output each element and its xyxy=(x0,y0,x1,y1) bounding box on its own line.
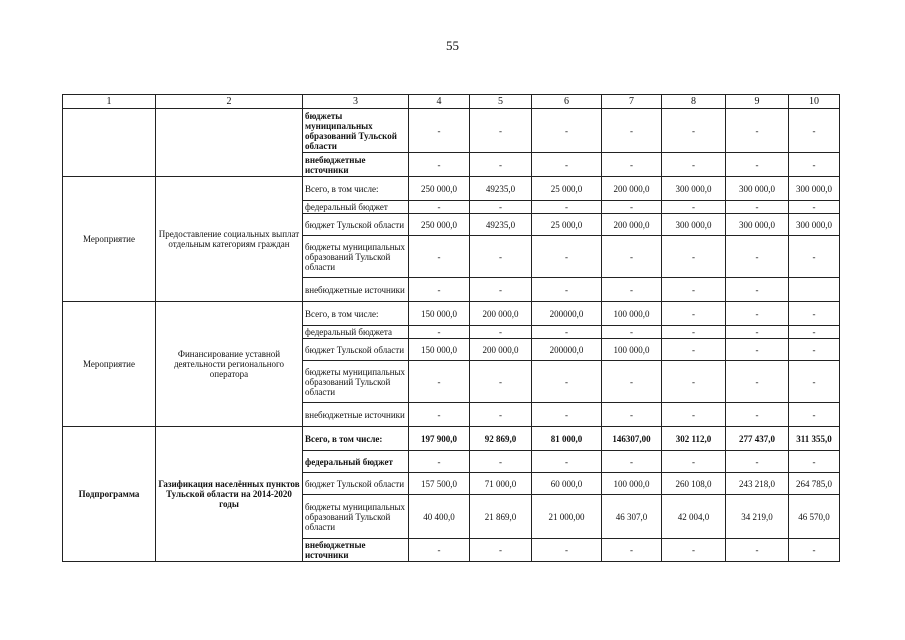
value-cell: - xyxy=(532,403,602,427)
funding-source-cell: бюджеты муниципальных образований Тульской области xyxy=(303,109,409,153)
value-cell: 300 000,0 xyxy=(662,214,726,236)
value-cell: 40 400,0 xyxy=(409,495,470,539)
value-cell: 260 108,0 xyxy=(662,473,726,495)
value-cell xyxy=(789,278,840,302)
funding-source-cell: внебюджетные источники xyxy=(303,403,409,427)
value-cell: 60 000,0 xyxy=(532,473,602,495)
column-header-8: 8 xyxy=(662,95,726,109)
funding-source-cell: бюджет Тульской области xyxy=(303,339,409,361)
value-cell: - xyxy=(409,109,470,153)
column-header-5: 5 xyxy=(470,95,532,109)
value-cell: 200 000,0 xyxy=(602,214,662,236)
value-cell: - xyxy=(532,326,602,339)
value-cell: 100 000,0 xyxy=(602,473,662,495)
value-cell: - xyxy=(789,201,840,214)
value-cell: 100 000,0 xyxy=(602,339,662,361)
value-cell: - xyxy=(726,361,789,403)
value-cell: - xyxy=(409,278,470,302)
activity-name-cell: Газификация населённых пунктов Тульской области на 2014-2020 годы xyxy=(156,427,303,562)
value-cell: - xyxy=(662,236,726,278)
value-cell: - xyxy=(662,109,726,153)
funding-source-cell: бюджет Тульской области xyxy=(303,473,409,495)
value-cell: - xyxy=(662,302,726,326)
funding-source-cell: Всего, в том числе: xyxy=(303,177,409,201)
value-cell: - xyxy=(409,236,470,278)
value-cell: - xyxy=(602,326,662,339)
table-row xyxy=(63,302,840,326)
value-cell: - xyxy=(726,201,789,214)
page-number: 55 xyxy=(446,38,459,53)
value-cell: - xyxy=(726,278,789,302)
value-cell: - xyxy=(726,302,789,326)
value-cell: - xyxy=(470,539,532,562)
value-cell: - xyxy=(470,451,532,473)
column-header-2: 2 xyxy=(156,95,303,109)
value-cell: - xyxy=(662,339,726,361)
value-cell: - xyxy=(726,109,789,153)
value-cell: - xyxy=(789,109,840,153)
funding-source-cell: бюджеты муниципальных образований Тульской области xyxy=(303,361,409,403)
activity-name-cell: Финансирование уставной деятельности регионального оператора xyxy=(156,302,303,427)
value-cell: 311 355,0 xyxy=(789,427,840,451)
column-header-1: 1 xyxy=(63,95,156,109)
value-cell: - xyxy=(662,278,726,302)
value-cell: 25 000,0 xyxy=(532,177,602,201)
value-cell: - xyxy=(470,109,532,153)
value-cell: - xyxy=(470,403,532,427)
value-cell: - xyxy=(789,361,840,403)
value-cell: 250 000,0 xyxy=(409,177,470,201)
value-cell: 25 000,0 xyxy=(532,214,602,236)
value-cell: - xyxy=(602,201,662,214)
value-cell: 200 000,0 xyxy=(470,339,532,361)
value-cell: 300 000,0 xyxy=(662,177,726,201)
activity-name-cell xyxy=(156,109,303,177)
table-row xyxy=(63,109,840,153)
column-header-9: 9 xyxy=(726,95,789,109)
row-type-cell: Подпрограмма xyxy=(63,427,156,562)
value-cell: 200000,0 xyxy=(532,339,602,361)
value-cell: - xyxy=(789,236,840,278)
value-cell: 277 437,0 xyxy=(726,427,789,451)
funding-source-cell: бюджет Тульской области xyxy=(303,214,409,236)
value-cell: - xyxy=(726,236,789,278)
value-cell: - xyxy=(532,236,602,278)
value-cell: 150 000,0 xyxy=(409,302,470,326)
value-cell: - xyxy=(470,361,532,403)
value-cell: - xyxy=(726,451,789,473)
value-cell: - xyxy=(602,539,662,562)
value-cell: - xyxy=(532,361,602,403)
value-cell: 92 869,0 xyxy=(470,427,532,451)
value-cell: - xyxy=(470,153,532,177)
value-cell: - xyxy=(662,539,726,562)
value-cell: 34 219,0 xyxy=(726,495,789,539)
value-cell: 100 000,0 xyxy=(602,302,662,326)
row-type-cell: Мероприятие xyxy=(63,302,156,427)
value-cell: - xyxy=(789,539,840,562)
value-cell: - xyxy=(726,153,789,177)
value-cell: 150 000,0 xyxy=(409,339,470,361)
funding-source-cell: бюджеты муниципальных образований Тульской области xyxy=(303,236,409,278)
value-cell: 250 000,0 xyxy=(409,214,470,236)
funding-source-cell: федеральный бюджета xyxy=(303,326,409,339)
value-cell: - xyxy=(532,451,602,473)
value-cell: 81 000,0 xyxy=(532,427,602,451)
value-cell: - xyxy=(662,153,726,177)
value-cell: - xyxy=(409,201,470,214)
value-cell: - xyxy=(470,201,532,214)
value-cell: - xyxy=(662,361,726,403)
value-cell: - xyxy=(662,403,726,427)
value-cell: - xyxy=(602,361,662,403)
funding-source-cell: Всего, в том числе: xyxy=(303,427,409,451)
funding-table xyxy=(62,94,840,562)
value-cell: 302 112,0 xyxy=(662,427,726,451)
value-cell: - xyxy=(789,403,840,427)
value-cell: - xyxy=(409,403,470,427)
value-cell: 146307,00 xyxy=(602,427,662,451)
value-cell: 157 500,0 xyxy=(409,473,470,495)
column-header-4: 4 xyxy=(409,95,470,109)
column-header-6: 6 xyxy=(532,95,602,109)
value-cell: 300 000,0 xyxy=(789,214,840,236)
value-cell: - xyxy=(726,539,789,562)
column-header-7: 7 xyxy=(602,95,662,109)
value-cell: - xyxy=(602,451,662,473)
value-cell: 200 000,0 xyxy=(602,177,662,201)
value-cell: 21 869,0 xyxy=(470,495,532,539)
table-header-row xyxy=(63,95,840,109)
row-type-cell: Мероприятие xyxy=(63,177,156,302)
funding-source-cell: Всего, в том числе: xyxy=(303,302,409,326)
value-cell: 200000,0 xyxy=(532,302,602,326)
value-cell: - xyxy=(726,403,789,427)
value-cell: 21 000,00 xyxy=(532,495,602,539)
value-cell: - xyxy=(532,201,602,214)
value-cell: - xyxy=(409,326,470,339)
funding-source-cell: бюджеты муниципальных образований Тульской области xyxy=(303,495,409,539)
value-cell: 71 000,0 xyxy=(470,473,532,495)
activity-name-cell: Предоставление социальных выплат отдельным категориям граждан xyxy=(156,177,303,302)
value-cell: - xyxy=(532,278,602,302)
value-cell: - xyxy=(409,451,470,473)
funding-source-cell: внебюджетные источники xyxy=(303,153,409,177)
value-cell: - xyxy=(789,339,840,361)
value-cell: - xyxy=(789,326,840,339)
value-cell: 42 004,0 xyxy=(662,495,726,539)
value-cell: - xyxy=(409,361,470,403)
value-cell: - xyxy=(470,278,532,302)
table-row xyxy=(63,427,840,451)
value-cell: - xyxy=(409,539,470,562)
column-header-10: 10 xyxy=(789,95,840,109)
value-cell: 49235,0 xyxy=(470,177,532,201)
value-cell: 46 570,0 xyxy=(789,495,840,539)
value-cell: - xyxy=(532,109,602,153)
value-cell: 200 000,0 xyxy=(470,302,532,326)
value-cell: - xyxy=(789,302,840,326)
value-cell: 264 785,0 xyxy=(789,473,840,495)
value-cell: 300 000,0 xyxy=(789,177,840,201)
funding-source-cell: внебюджетные источники xyxy=(303,539,409,562)
value-cell: 300 000,0 xyxy=(726,214,789,236)
row-type-cell xyxy=(63,109,156,177)
value-cell: - xyxy=(602,236,662,278)
value-cell: - xyxy=(470,326,532,339)
funding-source-cell: федеральный бюджет xyxy=(303,451,409,473)
funding-source-cell: федеральный бюджет xyxy=(303,201,409,214)
value-cell: 49235,0 xyxy=(470,214,532,236)
value-cell: - xyxy=(409,153,470,177)
value-cell: - xyxy=(602,403,662,427)
value-cell: - xyxy=(532,153,602,177)
funding-source-cell: внебюджетные источники xyxy=(303,278,409,302)
value-cell: 197 900,0 xyxy=(409,427,470,451)
value-cell: - xyxy=(602,153,662,177)
value-cell: - xyxy=(789,451,840,473)
value-cell: 46 307,0 xyxy=(602,495,662,539)
value-cell: - xyxy=(602,278,662,302)
table-row xyxy=(63,177,840,201)
value-cell: 300 000,0 xyxy=(726,177,789,201)
value-cell: - xyxy=(662,326,726,339)
column-header-3: 3 xyxy=(303,95,409,109)
value-cell: - xyxy=(726,339,789,361)
value-cell: - xyxy=(602,109,662,153)
value-cell: - xyxy=(470,236,532,278)
value-cell: - xyxy=(662,201,726,214)
value-cell: 243 218,0 xyxy=(726,473,789,495)
value-cell: - xyxy=(662,451,726,473)
value-cell: - xyxy=(726,326,789,339)
value-cell: - xyxy=(789,153,840,177)
value-cell: - xyxy=(532,539,602,562)
